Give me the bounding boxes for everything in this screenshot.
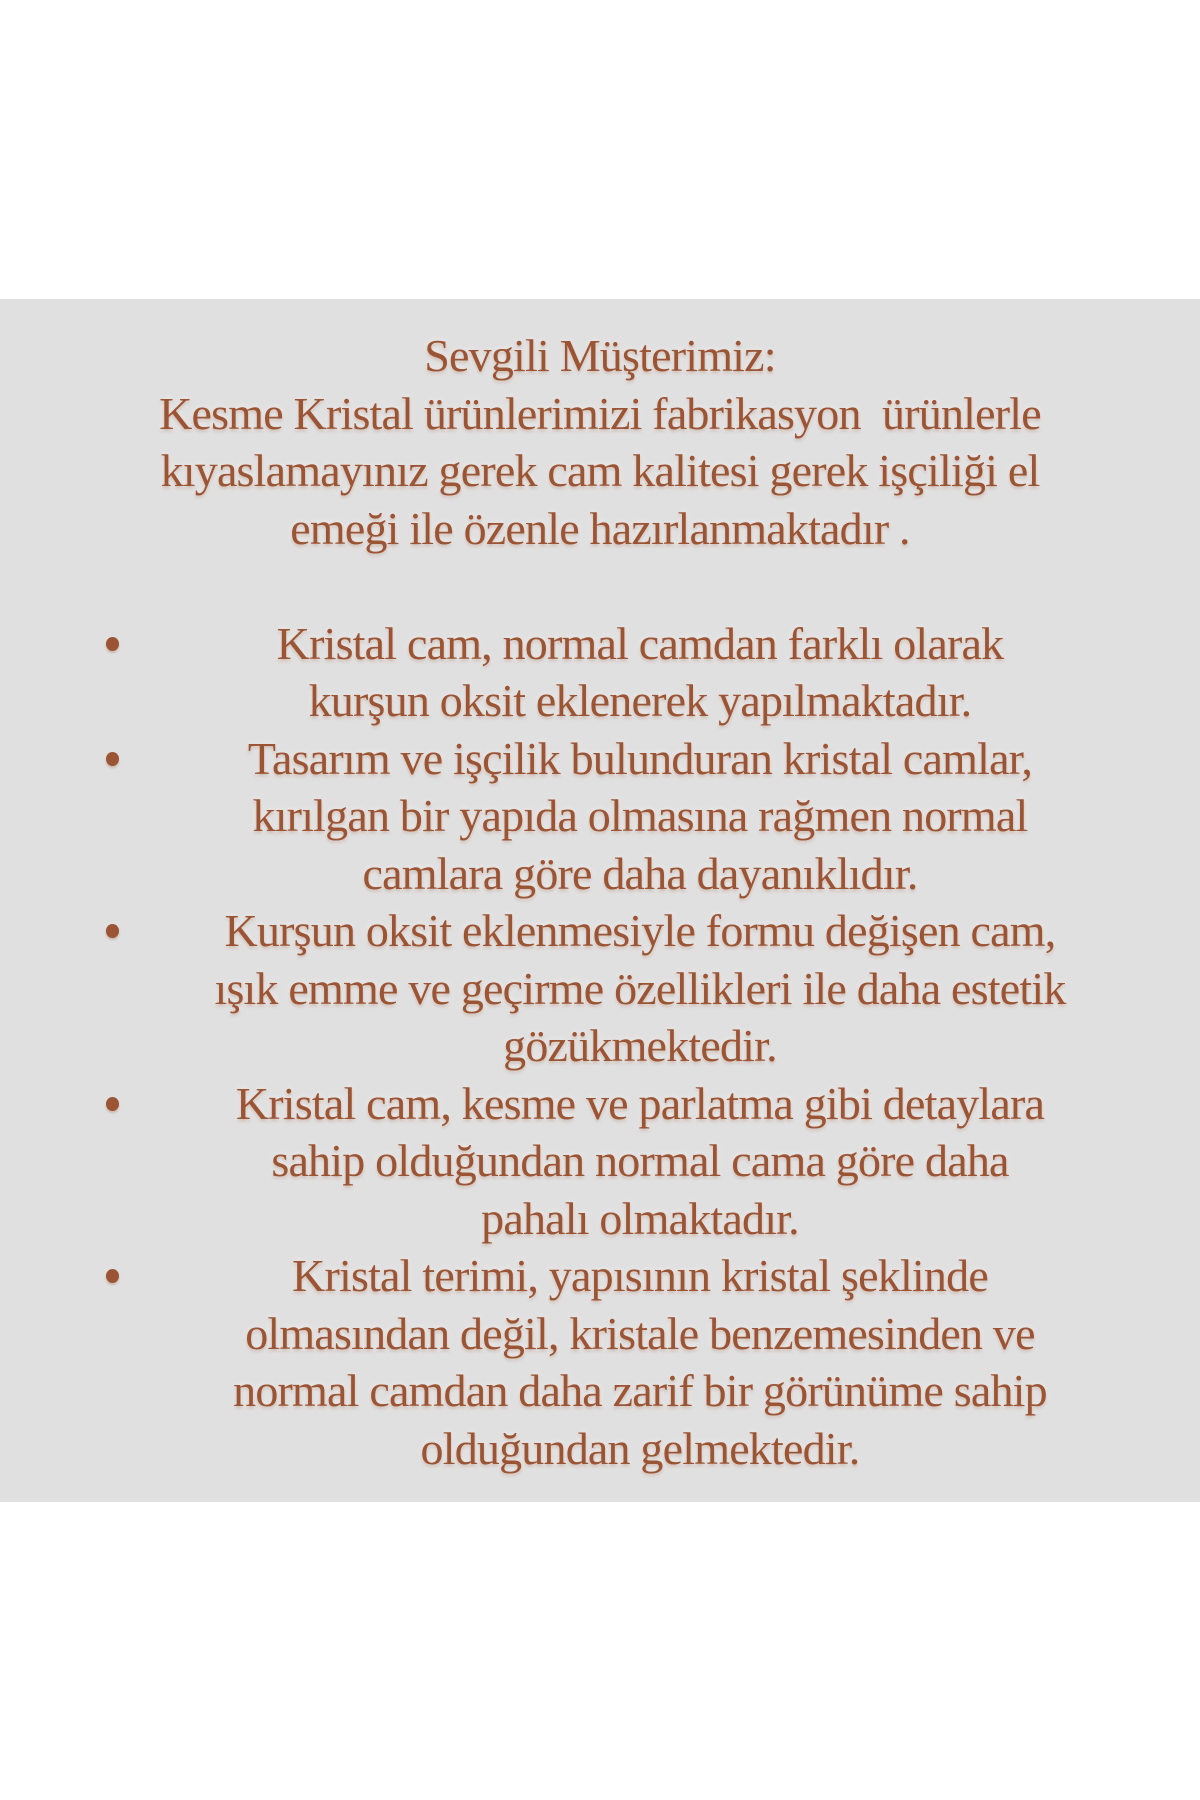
intro-block — [0, 327, 1200, 557]
intro-line: Kesme Kristal ürünlerimizi fabrikasyon ürünlerle — [159, 387, 1041, 439]
bullet-line: olduğundan gelmektedir. — [420, 1422, 860, 1474]
intro-line: emeği ile özenle hazırlanmaktadır . — [290, 502, 910, 554]
bullet-item — [85, 730, 1195, 903]
bullet-item — [85, 615, 1195, 730]
bullet-line: ışık emme ve geçirme özellikleri ile daha estetik — [214, 962, 1066, 1014]
bullet-dot-icon — [106, 752, 119, 766]
notice-title: Sevgili Müşterimiz: — [424, 330, 776, 381]
bullet-line: sahip olduğundan normal cama göre daha — [271, 1135, 1009, 1186]
bullet-line: pahalı olmaktadır. — [481, 1192, 799, 1244]
bullet-line: kurşun oksit eklenerek yapılmaktadır. — [308, 675, 972, 726]
bullet-dot-icon — [106, 924, 119, 938]
intro-line: kıyaslamayınız gerek cam kalitesi gerek işçiliği el — [160, 445, 1040, 496]
bullet-list — [85, 615, 1195, 1478]
bullet-dot-icon — [106, 1097, 119, 1111]
bullet-line: Kristal cam, normal camdan farklı olarak — [276, 617, 1004, 669]
bullet-line: kırılgan bir yapıda olmasına rağmen normal — [252, 790, 1028, 841]
bullet-line: Kurşun oksit eklenmesiyle formu değişen cam, — [224, 905, 1056, 956]
bullet-line: gözükmektedir. — [503, 1020, 777, 1071]
bullet-line: Kristal terimi, yapısının kristal şeklinde — [292, 1250, 988, 1301]
bullet-dot-icon — [106, 637, 119, 651]
bullet-item — [85, 1075, 1195, 1248]
bullet-line: Kristal cam, kesme ve parlatma gibi detaylara — [235, 1077, 1045, 1129]
bullet-line: olmasından değil, kristale benzemesinden ve — [245, 1307, 1035, 1359]
bullet-item — [85, 1247, 1195, 1477]
customer-notice-panel — [0, 299, 1200, 1502]
bullet-line: normal camdan daha zarif bir görünüme sahip — [233, 1365, 1047, 1416]
bullet-dot-icon — [106, 1269, 119, 1283]
bullet-line: camlara göre daha dayanıklıdır. — [362, 847, 918, 899]
bullet-item — [85, 902, 1195, 1075]
bullet-line: Tasarım ve işçilik bulunduran kristal camlar, — [247, 732, 1033, 784]
